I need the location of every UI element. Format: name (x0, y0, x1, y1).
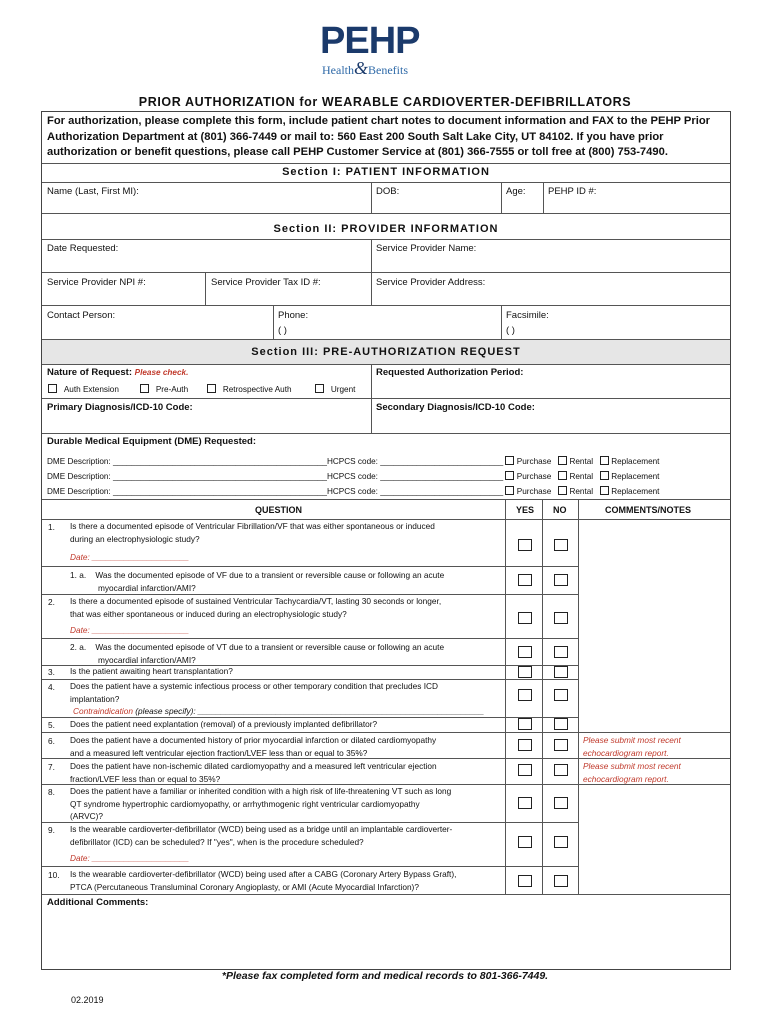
instructions-line: authorization or benefit questions, please call PEHP Customer Service at (801) 366-7555 or toll free at (800) 753-7490. (47, 146, 668, 158)
question-number: 5. (48, 720, 55, 730)
document-title: PRIOR AUTHORIZATION for WEARABLE CARDIOVERTER-DEFIBRILLATORS (138, 95, 632, 109)
question-9-text: Is the wearable cardioverter-defibrillator (WCD) being used as a bridge until an implantable cardioverter- defibrillator (ICD) can be scheduled? If "yes", when is the procedure scheduled? (70, 824, 453, 847)
yes-column-header: YES (516, 505, 535, 515)
fax-area-code: ( ) (506, 325, 515, 336)
rental-checkbox[interactable] (558, 456, 567, 465)
q5-yes-checkbox[interactable] (518, 718, 532, 730)
pre-auth-checkbox[interactable] (140, 384, 149, 393)
question-1a-text: 1. a. Was the documented episode of VF due to a transient or reversible cause or following an acute myocardial infarction/AMI? (70, 570, 445, 593)
question-2a-text: 2. a. Was the documented episode of VT due to a transient or reversible cause or following an acute myocardial infarction/AMI? (70, 642, 445, 665)
provider-address-field[interactable]: Service Provider Address: (376, 277, 486, 288)
q3-no-checkbox[interactable] (554, 666, 568, 678)
section1-title: Section I: PATIENT INFORMATION (282, 166, 490, 178)
q1-no-checkbox[interactable] (554, 539, 568, 551)
phone-field[interactable]: Phone: (278, 310, 309, 321)
question-2-date-field[interactable]: Date: _____________________ (70, 625, 190, 635)
instructions-line: Authorization Department at (801) 366-7449 or mail to: 560 East 200 South Salt Lake City, UT 84102. If you have prior (47, 130, 664, 143)
option-urgent[interactable]: Urgent (315, 384, 355, 394)
question-10-text: Is the wearable cardioverter-defibrillator (WCD) being used after a CABG (Coronary Artery Bypass Graft), PTCA (Percutaneous Transluminal Coronary Angioplasty, or AMI (Acute Myocardial Infarction)? (70, 869, 457, 892)
q10-no-checkbox[interactable] (554, 875, 568, 887)
q7-no-checkbox[interactable] (554, 764, 568, 776)
requested-period-field[interactable]: Requested Authorization Period: (376, 367, 524, 378)
comments-column-header: COMMENTS/NOTES (605, 505, 692, 515)
q2a-no-checkbox[interactable] (554, 646, 568, 658)
logo-ampersand: & (354, 58, 369, 78)
question-1-date-field[interactable]: Date: _____________________ (70, 552, 190, 562)
please-check-hint: Please check. (134, 368, 189, 377)
replacement-checkbox[interactable] (600, 456, 609, 465)
instructions (47, 114, 727, 161)
q2-yes-checkbox[interactable] (518, 612, 532, 624)
contraindication-field: (please specify): ______________________________________________________________ (132, 706, 485, 717)
pehp-id-field[interactable]: PEHP ID #: (548, 186, 597, 197)
q3-yes-checkbox[interactable] (518, 666, 532, 678)
q6-yes-checkbox[interactable] (518, 739, 532, 751)
q7-comment-note: Please submit most recent echocardiogram report. (583, 761, 681, 784)
no-column-header: NO (553, 505, 567, 515)
question-number: 10. (48, 870, 60, 880)
question-number: 3. (48, 667, 55, 677)
q1a-no-checkbox[interactable] (554, 574, 568, 586)
question-number: 7. (48, 762, 55, 772)
section2-title: Section II: PROVIDER INFORMATION (273, 223, 499, 235)
replacement-checkbox[interactable] (600, 486, 609, 495)
q5-no-checkbox[interactable] (554, 718, 568, 730)
age-field[interactable]: Age: (506, 186, 526, 197)
q7-yes-checkbox[interactable] (518, 764, 532, 776)
rental-checkbox[interactable] (558, 471, 567, 480)
q4-no-checkbox[interactable] (554, 689, 568, 701)
q6-comment-note: Please submit most recent echocardiogram report. (583, 735, 681, 758)
option-auth-extension[interactable]: Auth Extension (48, 384, 119, 394)
dme-row-3[interactable]: DME Description: _______________________________________________HCPCS code: ___________________________ Purchase Rental Replacement (47, 487, 660, 496)
q1a-yes-checkbox[interactable] (518, 574, 532, 586)
logo-wordmark: PEHP (320, 20, 420, 62)
purchase-checkbox[interactable] (505, 471, 514, 480)
question-8-text: Does the patient have a familiar or inherited condition with a high risk of life-threatening VT such as long QT syndrome hypertrophic cardiomyopathy, or arrhythmogenic right ventricular cardiomyopathy (ARVC)? (70, 786, 452, 822)
q9-yes-checkbox[interactable] (518, 836, 532, 848)
fax-footer-note: *Please fax completed form and medical records to 801-366-7449. (221, 970, 549, 982)
urgent-checkbox[interactable] (315, 384, 324, 393)
dme-requested-label: Durable Medical Equipment (DME) Requested: (47, 436, 257, 447)
provider-name-field[interactable]: Service Provider Name: (376, 243, 477, 254)
option-pre-auth[interactable]: Pre-Auth (140, 384, 188, 394)
dob-field[interactable]: DOB: (376, 186, 400, 197)
provider-tax-id-field[interactable]: Service Provider Tax ID #: (211, 277, 321, 288)
pehp-logo (320, 22, 430, 78)
question-9-date-field[interactable]: Date: _____________________ (70, 853, 190, 863)
question-7-text: Does the patient have non-ischemic dilated cardiomyopathy and a measured left ventricular ejection fraction/LVEF less than or equal to 35%? (70, 761, 437, 784)
facsimile-field[interactable]: Facsimile: (506, 310, 549, 321)
purchase-checkbox[interactable] (505, 456, 514, 465)
phone-area-code: ( ) (278, 325, 287, 336)
question-number: 8. (48, 787, 55, 797)
q2a-yes-checkbox[interactable] (518, 646, 532, 658)
option-retrospective-auth[interactable]: Retrospective Auth (207, 384, 292, 394)
section3-title: Section III: PRE-AUTHORIZATION REQUEST (251, 346, 521, 358)
q8-yes-checkbox[interactable] (518, 797, 532, 809)
question-6-text: Does the patient have a documented history of prior myocardial infarction or dilated cardiomyopathy and a measured left ventricular ejection fraction/LVEF less than or equal to 35%? (70, 735, 437, 758)
question-number: 4. (48, 682, 55, 692)
rental-checkbox[interactable] (558, 486, 567, 495)
question-number: 1. (48, 522, 55, 532)
question-column-header: QUESTION (255, 505, 303, 515)
question-number: 2. (48, 597, 55, 607)
q4-yes-checkbox[interactable] (518, 689, 532, 701)
contact-person-field[interactable]: Contact Person: (47, 310, 116, 321)
q6-no-checkbox[interactable] (554, 739, 568, 751)
q9-no-checkbox[interactable] (554, 836, 568, 848)
retrospective-auth-checkbox[interactable] (207, 384, 216, 393)
q2-no-checkbox[interactable] (554, 612, 568, 624)
instructions-line: For authorization, please complete this form, include patient chart notes to document information and FAX to the PEHP Prior (47, 115, 711, 127)
question-number: 6. (48, 736, 55, 746)
question-2-text: Is there a documented episode of sustained Ventricular Tachycardia/VT, lasting 30 seconds or longer, that was either spontaneous or induced during an electrophysiologic study? (70, 596, 442, 619)
nature-of-request-label: Nature of Request: Please check. (47, 367, 189, 378)
question-1-text: Is there a documented episode of Ventricular Fibrillation/VF that was either spontaneous or induced during an electrophysiologic study? (70, 521, 435, 544)
dme-row-1[interactable]: DME Description: _______________________________________________HCPCS code: ___________________________ Purchase Rental Replacement (47, 457, 660, 466)
question-3-text: Is the patient awaiting heart transplantation? (70, 666, 233, 676)
additional-comments-field[interactable]: Additional Comments: (47, 897, 149, 908)
q1-yes-checkbox[interactable] (518, 539, 532, 551)
patient-name-field[interactable]: Name (Last, First MI): (47, 186, 139, 197)
provider-npi-field[interactable]: Service Provider NPI #: (47, 277, 146, 288)
auth-extension-checkbox[interactable] (48, 384, 57, 393)
form-revision-date: 02.2019 (71, 995, 104, 1005)
question-5-text: Does the patient need explantation (removal) of a previously implanted defibrillator? (70, 719, 378, 729)
date-requested-field[interactable]: Date Requested: (47, 243, 119, 254)
contraindication-label: Contraindication (73, 706, 133, 717)
question-4-text: Does the patient have a systemic infectious process or other temporary condition that precludes ICD implantation? Contraindication (please specify): ______________________________________________________________ (70, 681, 485, 717)
logo-health: Health (322, 63, 354, 77)
primary-diagnosis-field[interactable]: Primary Diagnosis/ICD-10 Code: (47, 402, 193, 413)
secondary-diagnosis-field[interactable]: Secondary Diagnosis/ICD-10 Code: (376, 402, 535, 413)
purchase-checkbox[interactable] (505, 486, 514, 495)
q8-no-checkbox[interactable] (554, 797, 568, 809)
question-number: 9. (48, 825, 55, 835)
q10-yes-checkbox[interactable] (518, 875, 532, 887)
logo-benefits: Benefits (368, 63, 409, 77)
dme-row-2[interactable]: DME Description: _______________________________________________HCPCS code: ___________________________ Purchase Rental Replacement (47, 472, 660, 481)
replacement-checkbox[interactable] (600, 471, 609, 480)
